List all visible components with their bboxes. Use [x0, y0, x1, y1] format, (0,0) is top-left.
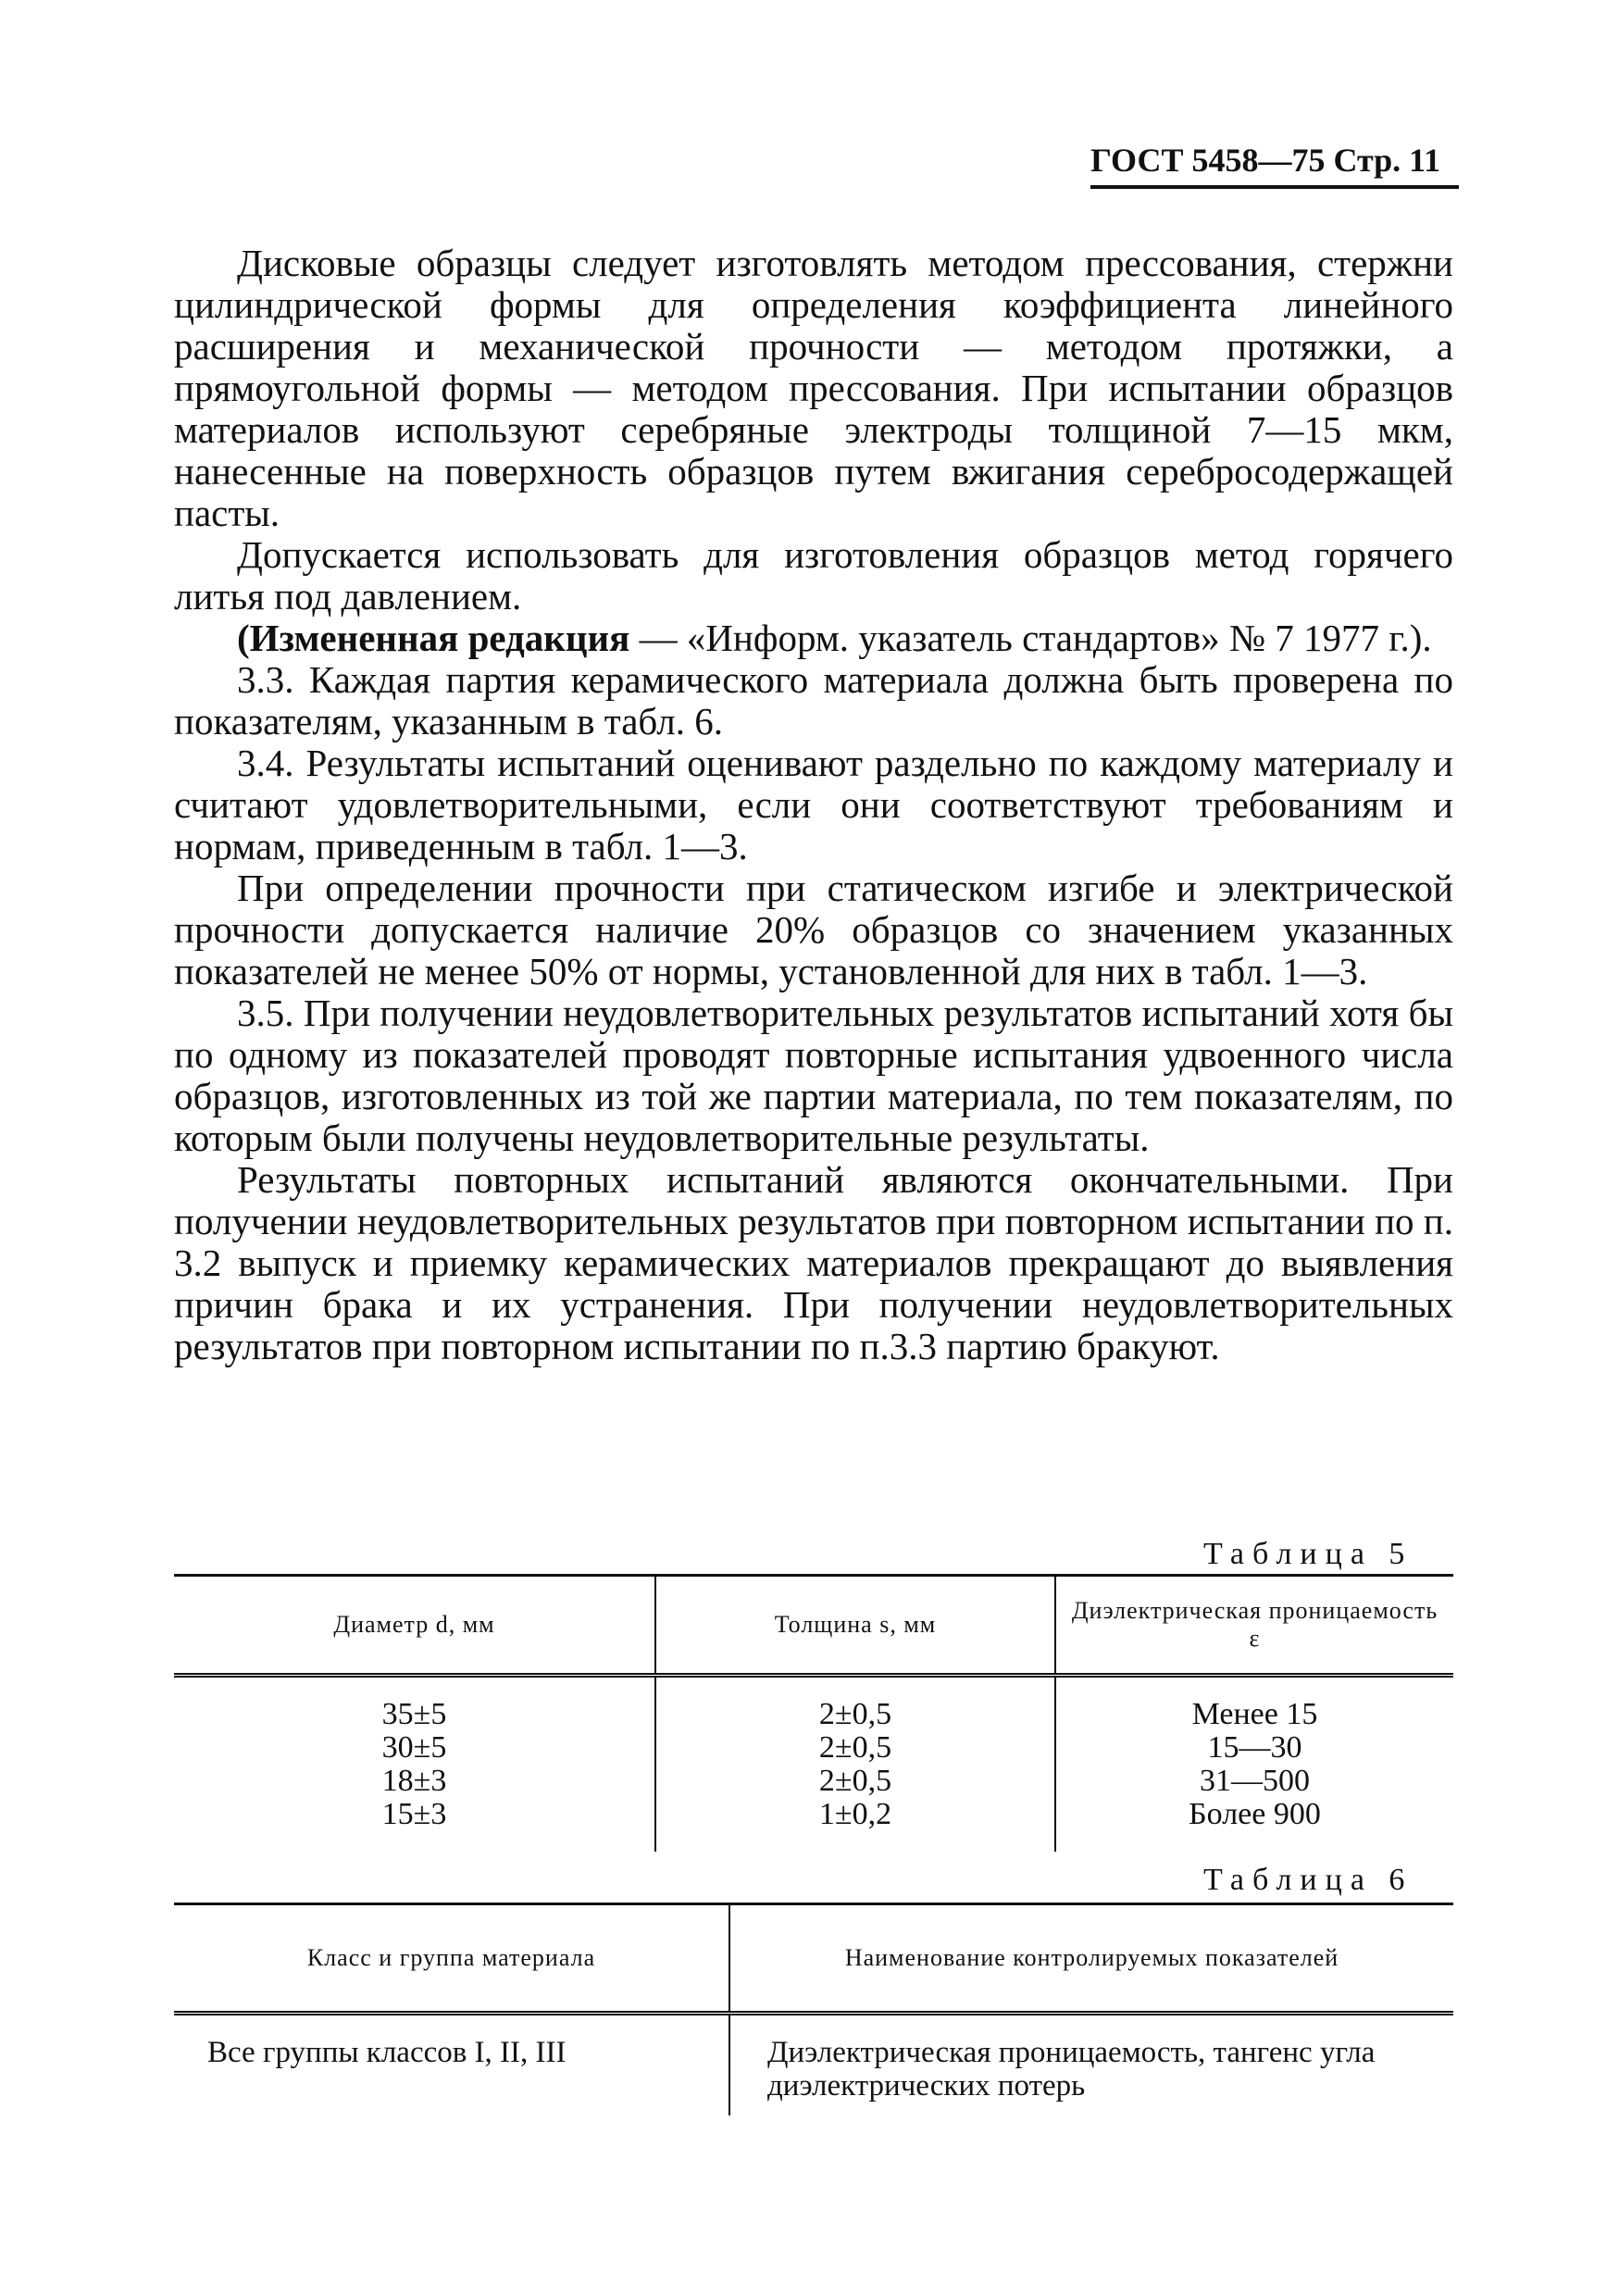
table-5 — [174, 1574, 1453, 1852]
table6-header-row — [174, 1904, 1453, 2014]
table-cell: 2±0,5 — [818, 1764, 892, 1798]
body-text — [174, 243, 1453, 1367]
table-6 — [174, 1903, 1453, 2115]
table5-header-diameter: Диаметр d, мм — [333, 1611, 495, 1638]
amendment-note — [174, 618, 1453, 659]
table5-header-permittivity: Диэлектрическая проницаемость ε — [1055, 1576, 1453, 1676]
table-cell: 2±0,5 — [818, 1730, 892, 1765]
paragraph-3-5: 3.5. При получении неудовлетворительных результатов испытаний хотя бы по одному из показателей проводят повторные испытания удвоенного числа образцов, изготовленных из той же партии материала, по тем показателям, по которым были получены неудовлетворительные результаты. — [174, 992, 1453, 1159]
paragraph-samples: Дисковые образцы следует изготовлять методом прессования, стержни цилиндрической формы для определения коэффициента линейного расширения и механической прочности — методом протяжки, а прямоугольной формы — методом прессования. При испытании образцов материалов используют серебряные электроды толщиной 7—15 мкм, нанесенные на поверхность образцов путем вжигания серебросодержащей пасты. — [174, 242, 1453, 534]
table5-col-permittivity — [1055, 1676, 1453, 1852]
table-cell: Все группы классов I, II, III — [207, 2036, 567, 2069]
table5-body-row — [174, 1676, 1453, 1852]
amendment-bold: (Измененная редакция — [237, 617, 630, 659]
table-cell: 31—500 — [1200, 1764, 1310, 1798]
table-cell: 15—30 — [1207, 1730, 1302, 1765]
table-cell: 30±5 — [381, 1730, 447, 1765]
header-rule — [1090, 185, 1459, 189]
page-header: ГОСТ 5458—75 Стр. 11 — [1090, 142, 1441, 179]
amendment-rest: — «Информ. указатель стандартов» № 7 1977 г.). — [629, 617, 1432, 659]
table-cell: Диэлектрическая проницаемость, тангенс угла диэлектрических потерь — [729, 2014, 1453, 2115]
paragraph-3-3: 3.3. Каждая партия керамического материала должна быть проверена по показателям, указанным в табл. 6. — [174, 658, 1453, 742]
table5-col-diameter — [174, 1676, 655, 1852]
table-cell: 2±0,5 — [818, 1697, 892, 1731]
table6-header-indicators: Наименование контролируемых показателей — [729, 1904, 1453, 2014]
table-row — [174, 2014, 1453, 2115]
table-cell: Более 900 — [1189, 1797, 1321, 1831]
table6-header-class: Класс и группа материала — [306, 1944, 596, 1971]
table5-caption: Таблица 5 — [1203, 1537, 1414, 1571]
table-cell: 15±3 — [381, 1797, 447, 1831]
paragraph-strength: При определении прочности при статическом изгибе и электрической прочности допускается наличие 20% образцов со значением указанных показателей не менее 50% от нормы, установленной для них в табл. 1—3. — [174, 867, 1453, 992]
table-cell: 35±5 — [381, 1697, 447, 1731]
table-cell: Менее 15 — [1191, 1697, 1318, 1731]
table5-header-row — [174, 1576, 1453, 1676]
table5-col-thickness — [655, 1676, 1055, 1852]
table-cell: 18±3 — [381, 1764, 447, 1798]
paragraph-3-4: 3.4. Результаты испытаний оценивают раздельно по каждому материалу и считают удовлетворительными, если они соответствуют требованиям и нормам, приведенным в табл. 1—3. — [174, 742, 1453, 867]
table6-caption: Таблица 6 — [1203, 1863, 1414, 1897]
table-cell: 1±0,2 — [818, 1797, 892, 1831]
table5-header-thickness: Толщина s, мм — [655, 1576, 1055, 1676]
paragraph-final: Результаты повторных испытаний являются окончательными. При получении неудовлетворительных результатов при повторном испытании по п. 3.2 выпуск и приемку керамических материалов прекращают до выявления причин брака и их устранения. При получении неудовлетворительных результатов при повторном испытании по п.3.3 партию бракуют. — [174, 1158, 1453, 1367]
paragraph-hot-casting: Допускается использовать для изготовления образцов метод горячего литья под давлением. — [174, 533, 1453, 618]
